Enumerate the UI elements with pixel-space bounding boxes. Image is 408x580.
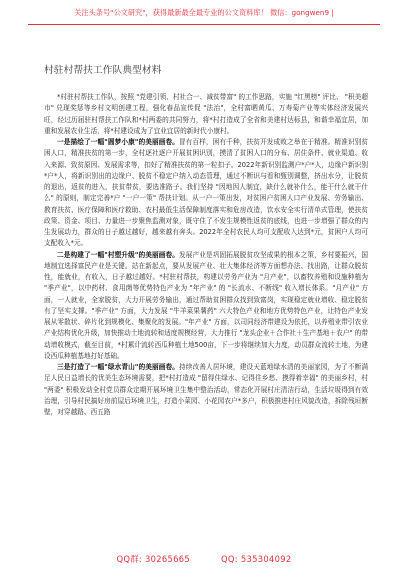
document-body	[44, 92, 368, 547]
document-title: 村驻村帮扶工作队典型材料	[44, 65, 162, 76]
section-body: 冒有百样，困有千种，扶贫开发成败之举在于精准。精准识别贫困人口，精准扶贫的第一步，全村逐社逐户开展贫困识别，摸清了贫困人口的分布、居住条件、就业渠道、收入来源、致贫原因、发展需求等，扣好了精准扶贫的第一粒扣子。2022年新识别监测户*户*人，边缘户新识别*户*人，将新识别出的边缘户、脱贫不稳定户纳入动态管理，通过不断识与看和甄别调整，挤出水分，让脱贫的退出，返贫的进入，扶贫带贫，要选准路子。我们坚持 "因地因人制宜，缺什么就补什么，能干什么就干什么" 的原则，制定完善*户 "一户一策" 帮扶计划。从一户一策出发，对贫困户贫困人口产业发展、劳务输出、教育扶贫、医疗保障和医疗救助、农村最低生活保障制度落实和危房改造，饮水安全实行清单式管理，使扶贫政策、资金、项目、力量进一步聚焦监测对象，既守住了不发生规模性返贫的底线，也进一步增强了群众的内生发展动力，群众的日子越过越好，越来越有奔头。2022年全村农民人均可支配收入达到*元，贫困户人均可支配收入*元。	[44, 138, 368, 248]
header-banner	[0, 6, 408, 32]
banner-text: 关注头条号"公文研究"，获得最新最全最专业的公文资料库！ 微信：gongwen9 |	[74, 8, 334, 17]
intro-paragraph: *村驻村帮扶工作队，按照 "党建引领、村社合一、减贫带富" 的工作思路，实施 "红黑榜" 评比、 "积美超市" 兑现奖惩等乡村文明创建工程，强化春品宣传促 "法治"，全村富晒黄瓜、万寿菊产业等实体经济发展兴旺，经过历届驻村帮扶工作队和*村两委的共同努力，将*村打造成了全省和美建村达标县，和谐幸福宜居，加重和发展农业生活，将*村建设成为了宜业宜居的新时代小康村。	[44, 93, 368, 135]
footer-qq-group: QQ群: 30265665	[116, 554, 191, 564]
footer-contact	[0, 553, 408, 565]
banner-divider	[28, 24, 380, 25]
section-paragraph	[44, 137, 368, 250]
section-body: 持续改善人居环境，建设天蓝地绿水清的美丽家园，为了不断满足人民日益增长的优美生态环境需要，把*村打造成 "留得住绿水、记得住乡愁、摸得着幸福" 的美丽乡村，村 "两委" 积极发动全村党员群众定期开展环境卫生集中整治活动，常态化开展村庄清洁行动，生活垃圾得到有效治理，引导村民搞好房前屋后环境卫生，打造小菜园、小花园农户*多户，积极推进村庄风貌改造，拆除残垣断壁，对穿越路、西五路	[44, 363, 368, 416]
section-paragraph	[44, 362, 368, 418]
footer-qq: QQ: 535304092	[221, 554, 292, 564]
section-heading: 二是构建了一幅"村塑升级"的美丽画卷。	[57, 250, 179, 259]
section-paragraph	[44, 250, 368, 363]
section-heading: 三是打造了一幅"绿水青山"的美丽画卷。	[57, 363, 179, 371]
section-body: 发展产业是巩固拓展脱贫攻坚成果的根本之策，乡村要振兴，国地制宜选择富民产业是关键。站在新起点，要从发展产业、壮大集体经济等方面想办法、找出路，让群众脱贫性，能就业，有收入，日子越过越好。*村驻村帮扶，构建以劳务产业为 "月产业"，以畜牧养殖和设施种植为 "季产业"，以中药材、食用菌等优势特色产业为 "年产业" 的 "长流水、不断线" 收入增长体系。"月产业" 方面，一人就业，全家脱贫，大力开展劳务输出，通过帮助贫困群众找到致富岗，实现稳定就业增收、稳定脱贫有了坚实支撑。"季产业" 方面，大力发展 "牛羊菜果薯药" 六大特色产业和地方优势特色产业，让特色产业发展从零散状、碎片化到规模化、集聚化的发展。"年产业" 方面，以司同经济带建设为依托，以养殖业带引农业产业结构优化升级，加快推动土地流转和适度规模经营，大力推行 "龙头企业＋合作社＋生产基地＋农户" 的带动增收模式，截至目前，*村累计流转西瓜种植土地500亩，下一步将继续加大力度，动员群众流转土地，为建设西瓜种植基地打好基础。	[44, 250, 368, 360]
section-heading: 一是描绘了一幅"圆梦小康"的美丽画卷。	[57, 138, 179, 146]
